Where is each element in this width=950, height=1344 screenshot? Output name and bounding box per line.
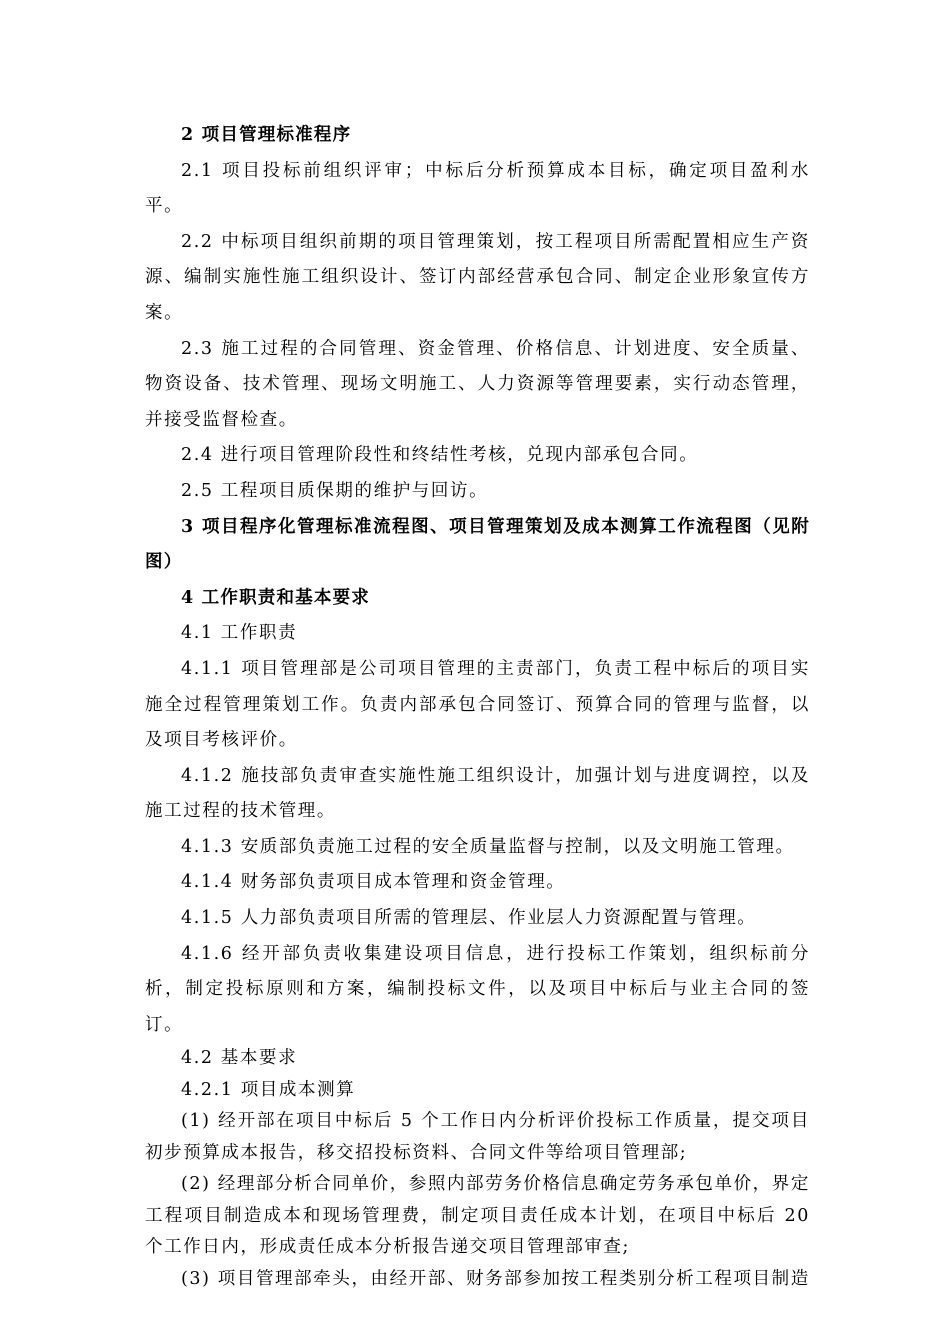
- paragraph-2-3: 2.3 施工过程的合同管理、资金管理、价格信息、计划进度、安全质量、物资设备、技术管理、现场文明施工、人力资源等管理要素，实行动态管理，并接受监督检查。: [145, 338, 810, 430]
- paragraph-4-1-3: 4.1.3 安质部负责施工过程的安全质量监督与控制，以及文明施工管理。: [181, 836, 795, 857]
- subheading-4-2-1: 4.2.1 项目成本测算: [181, 1079, 356, 1100]
- paragraph-4-1-2: 4.1.2 施技部负责审查实施性施工组织设计，加强计划与进度调控，以及施工过程的技术管理。: [145, 765, 810, 822]
- subheading-4-2: 4.2 基本要求: [181, 1048, 298, 1069]
- paragraph-4-1-5: 4.1.5 人力部负责项目所需的管理层、作业层人力资源配置与管理。: [181, 908, 757, 929]
- list-item-3: (3) 项目管理部牵头，由经开部、财务部参加按工程类别分析工程项目制造: [181, 1268, 810, 1289]
- paragraph-2-1: 2.1 项目投标前组织评审；中标后分析预算成本目标，确定项目盈利水平。: [145, 160, 810, 217]
- section-heading-2: 2 项目管理标准程序: [181, 125, 352, 145]
- section-heading-3: 3 项目程序化管理标准流程图、项目管理策划及成本测算工作流程图（见附图）: [145, 516, 810, 573]
- list-item-2: (2) 经理部分析合同单价，参照内部劳务价格信息确定劳务承包单价，界定工程项目制造成本和现场管理费，制定项目责任成本计划，在项目中标后 20 个工作日内，形成责任成本分析报告递交项目管理部审查;: [145, 1174, 810, 1258]
- paragraph-2-2: 2.2 中标项目组织前期的项目管理策划，按工程项目所需配置相应生产资源、编制实施性施工组织设计、签订内部经营承包合同、制定企业形象宣传方案。: [145, 231, 810, 323]
- paragraph-2-4: 2.4 进行项目管理阶段性和终结性考核，兑现内部承包合同。: [181, 445, 699, 466]
- document-body: [145, 118, 810, 1295]
- paragraph-4-1-4: 4.1.4 财务部负责项目成本管理和资金管理。: [181, 872, 566, 893]
- subheading-4-1: 4.1 工作职责: [181, 623, 298, 644]
- paragraph-4-1-6: 4.1.6 经开部负责收集建设项目信息，进行投标工作策划，组织标前分析，制定投标原则和方案，编制投标文件，以及项目中标后与业主合同的签订。: [145, 943, 810, 1035]
- list-item-1: (1) 经开部在项目中标后 5 个工作日内分析评价投标工作质量，提交项目初步预算成本报告，移交招投标资料、合同文件等给项目管理部;: [145, 1111, 810, 1163]
- section-heading-4: 4 工作职责和基本要求: [181, 587, 370, 608]
- paragraph-4-1-1: 4.1.1 项目管理部是公司项目管理的主责部门，负责工程中标后的项目实施全过程管理策划工作。负责内部承包合同签订、预算合同的管理与监督，以及项目考核评价。: [145, 658, 810, 751]
- paragraph-2-5: 2.5 工程项目质保期的维护与回访。: [181, 480, 489, 501]
